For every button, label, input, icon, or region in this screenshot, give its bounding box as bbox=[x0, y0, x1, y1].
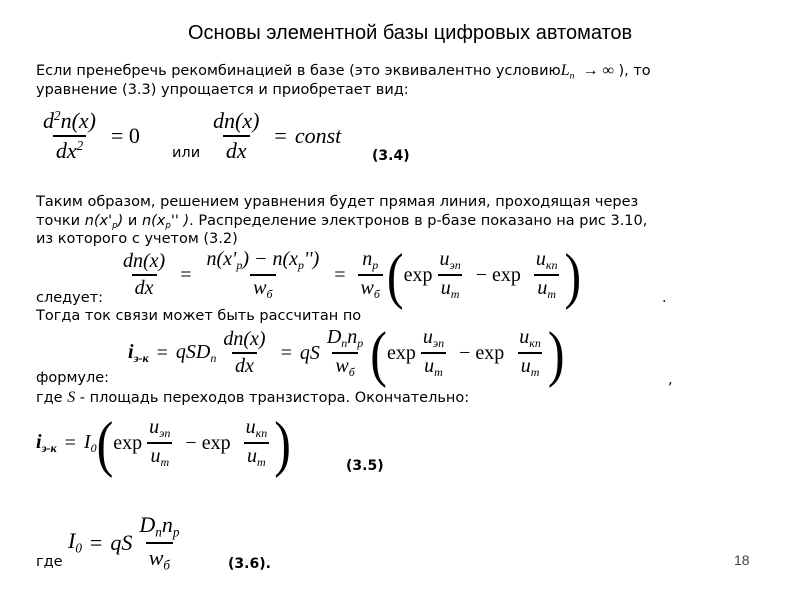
equation-label-3-5: (3.5) bbox=[346, 458, 384, 474]
equation-label-3-4: (3.4) bbox=[372, 148, 410, 164]
equation-3-4-left: $\frac{d^2n(x)}{dx^2}$ = 0 bbox=[43, 108, 140, 163]
formule-text: формуле: bbox=[36, 370, 110, 386]
equation-current: $i_{э-к}$ = qSD$_n$ $\frac{dn(x)}{dx}$ = qS $\frac{D_nn_p}{w_б}$ ( exp $\frac{u_{эп}}{u_m}$ − exp $\frac{u_{кп}}{u_m}$ ) bbox=[128, 318, 565, 389]
line4-text-a: точки bbox=[36, 213, 85, 229]
line4-text-c: . Распределение электронов в р-базе показано на рис 3.10, bbox=[189, 213, 648, 229]
gde-text-a: где bbox=[36, 390, 68, 406]
equation-3-4-right: $\frac{dn(x)}{dx}$ = const bbox=[213, 108, 342, 163]
slide-title: Основы элементной базы цифровых автоматов bbox=[188, 22, 633, 44]
comma-mark: , bbox=[668, 372, 673, 388]
line4-text-b: и bbox=[123, 213, 142, 229]
point-1: $n(x'_p)$ bbox=[84, 213, 124, 232]
line1-text-b: ), то bbox=[613, 63, 651, 79]
equation-label-3-6: (3.6). bbox=[228, 556, 271, 572]
paragraph-line-3: Таким образом, решением уравнения будет прямая линия, проходящая через bbox=[36, 194, 639, 210]
equation-3-6: $I_0$ = qS $\frac{D_nn_p}{w_б}$ bbox=[68, 512, 180, 573]
period-mark: . bbox=[662, 290, 667, 306]
paragraph-gde-line bbox=[36, 389, 469, 407]
equation-3-5: $i_{э-к}$ = $I_0$ ( exp $\frac{u_{эп}}{u_m}$ − exp $\frac{u_{кп}}{u_m}$ ) bbox=[36, 408, 291, 479]
paragraph-line-5: из которого с учетом (3.2) bbox=[36, 231, 238, 247]
paragraph-line-1 bbox=[36, 62, 651, 81]
line1-text-a: Если пренебречь рекомбинацией в базе (это эквивалентно условию bbox=[36, 63, 561, 79]
paragraph-tok-line: Тогда ток связи может быть рассчитан по bbox=[36, 308, 362, 324]
gde-final-text: где bbox=[36, 554, 63, 570]
page-number: 18 bbox=[734, 552, 750, 568]
gde-text-b: - площадь переходов транзистора. Окончательно: bbox=[75, 390, 470, 406]
point-2: $n(x_p''$ ) bbox=[141, 213, 190, 232]
condition-formula: $L_n$ → ∞ bbox=[560, 62, 614, 82]
or-word: или bbox=[172, 145, 201, 161]
equation-gradient: $\frac{dn(x)}{dx}$ = $\frac{n(x'_p) - n(x_p'')}{w_б}$ = $\frac{n_p}{w_б}$ ( exp $\frac{u_{эп}}{u_m}$ − exp $\frac{u_{кп}}{u_m}$ ) bbox=[123, 240, 582, 311]
symbol-S: S bbox=[67, 389, 76, 406]
paragraph-line-4 bbox=[36, 213, 647, 231]
sleduet-text: следует: bbox=[36, 290, 104, 306]
paragraph-line-2: уравнение (3.3) упрощается и приобретает вид: bbox=[36, 82, 409, 98]
